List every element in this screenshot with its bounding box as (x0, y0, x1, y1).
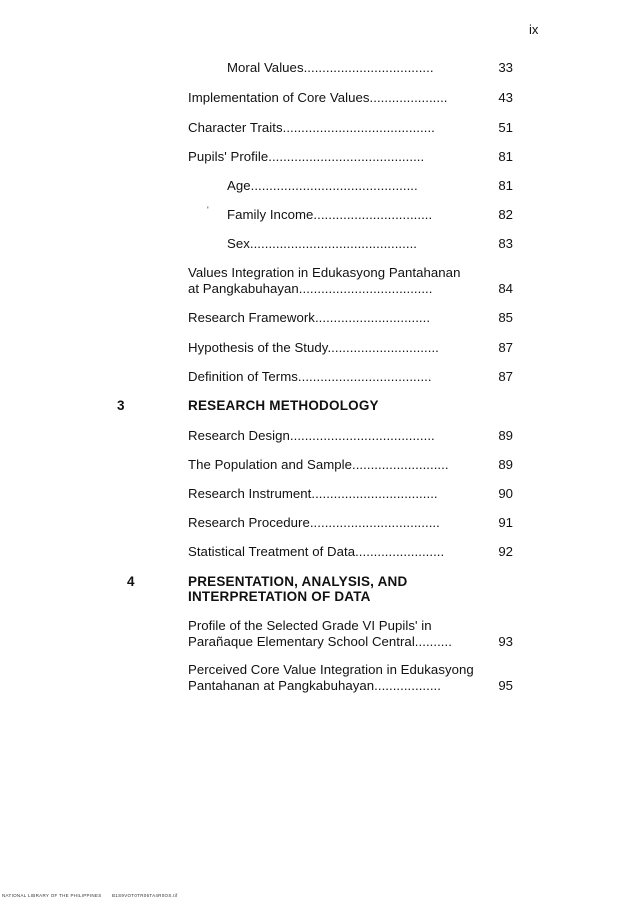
toc-page-family-income: 82 (498, 207, 513, 222)
toc-page-statistical-treatment: 92 (498, 544, 513, 559)
toc-page-research-instrument: 90 (498, 486, 513, 501)
toc-page-age: 81 (498, 178, 513, 193)
stray-mark: ' (207, 205, 209, 215)
toc-page-pupils-profile: 81 (498, 149, 513, 164)
chapter-title-4: PRESENTATION, ANALYSIS, AND (188, 574, 408, 589)
toc-entry-research-framework: Research Framework............................... (188, 310, 431, 325)
chapter-title-4-line2: INTERPRETATION OF DATA (188, 589, 371, 604)
chapter-number-3: 3 (117, 398, 125, 413)
chapter-title-3: RESEARCH METHODOLOGY (188, 398, 379, 413)
toc-entry-research-design: Research Design....................................... (188, 428, 435, 443)
toc-entry-definition-of-terms: Definition of Terms.................................... (188, 369, 432, 384)
toc-entry-research-instrument: Research Instrument.................................. (188, 486, 438, 501)
toc-page-values-integration: 84 (498, 281, 513, 296)
toc-entry-population-sample: The Population and Sample.......................... (188, 457, 449, 472)
toc-page-hypothesis: 87 (498, 340, 513, 355)
toc-page-perceived-core-value: 95 (498, 678, 513, 693)
toc-page-character-traits: 51 (498, 120, 513, 135)
toc-entry-sex: Sex............................................. (227, 236, 417, 251)
toc-entry-values-integration-line2: at Pangkabuhayan.................................... (188, 281, 433, 296)
toc-entry-profile-selected-line2: Parañaque Elementary School Central.......... (188, 634, 452, 649)
toc-entry-research-procedure: Research Procedure................................... (188, 515, 440, 530)
toc-entry-hypothesis: Hypothesis of the Study.............................. (188, 340, 439, 355)
page-number: ix (529, 22, 539, 37)
toc-entry-family-income: Family Income................................ (227, 207, 433, 222)
toc-entry-implementation: Implementation of Core Values..................... (188, 90, 448, 105)
footer-file-name: B1S9VOT0TR06TA4R0OS.tif (112, 893, 178, 898)
toc-page-profile-selected: 93 (498, 634, 513, 649)
toc-entry-profile-selected: Profile of the Selected Grade VI Pupils' in (188, 618, 432, 633)
toc-page-population-sample: 89 (498, 457, 513, 472)
toc-page-definition-of-terms: 87 (498, 369, 513, 384)
toc-page-research-framework: 85 (498, 310, 513, 325)
toc-entry-perceived-core-value: Perceived Core Value Integration in Edukasyong (188, 662, 474, 677)
toc-page-sex: 83 (498, 236, 513, 251)
chapter-number-4: 4 (127, 574, 135, 589)
toc-page-implementation: 43 (498, 90, 513, 105)
toc-entry-age: Age............................................. (227, 178, 418, 193)
toc-entry-perceived-core-value-line2: Pantahanan at Pangkabuhayan.................. (188, 678, 441, 693)
toc-entry-pupils-profile: Pupils' Profile.......................................... (188, 149, 425, 164)
toc-entry-character-traits: Character Traits......................................... (188, 120, 435, 135)
toc-entry-statistical-treatment: Statistical Treatment of Data........................ (188, 544, 445, 559)
toc-page-research-design: 89 (498, 428, 513, 443)
toc-entry-values-integration: Values Integration in Edukasyong Pantahanan (188, 265, 461, 280)
toc-entry-moral-values: Moral Values................................... (227, 60, 434, 75)
toc-page-moral-values: 33 (498, 60, 513, 75)
footer-library-stamp: NATIONAL LIBRARY OF THE PHILIPPINES (2, 893, 102, 898)
toc-page-research-procedure: 91 (498, 515, 513, 530)
